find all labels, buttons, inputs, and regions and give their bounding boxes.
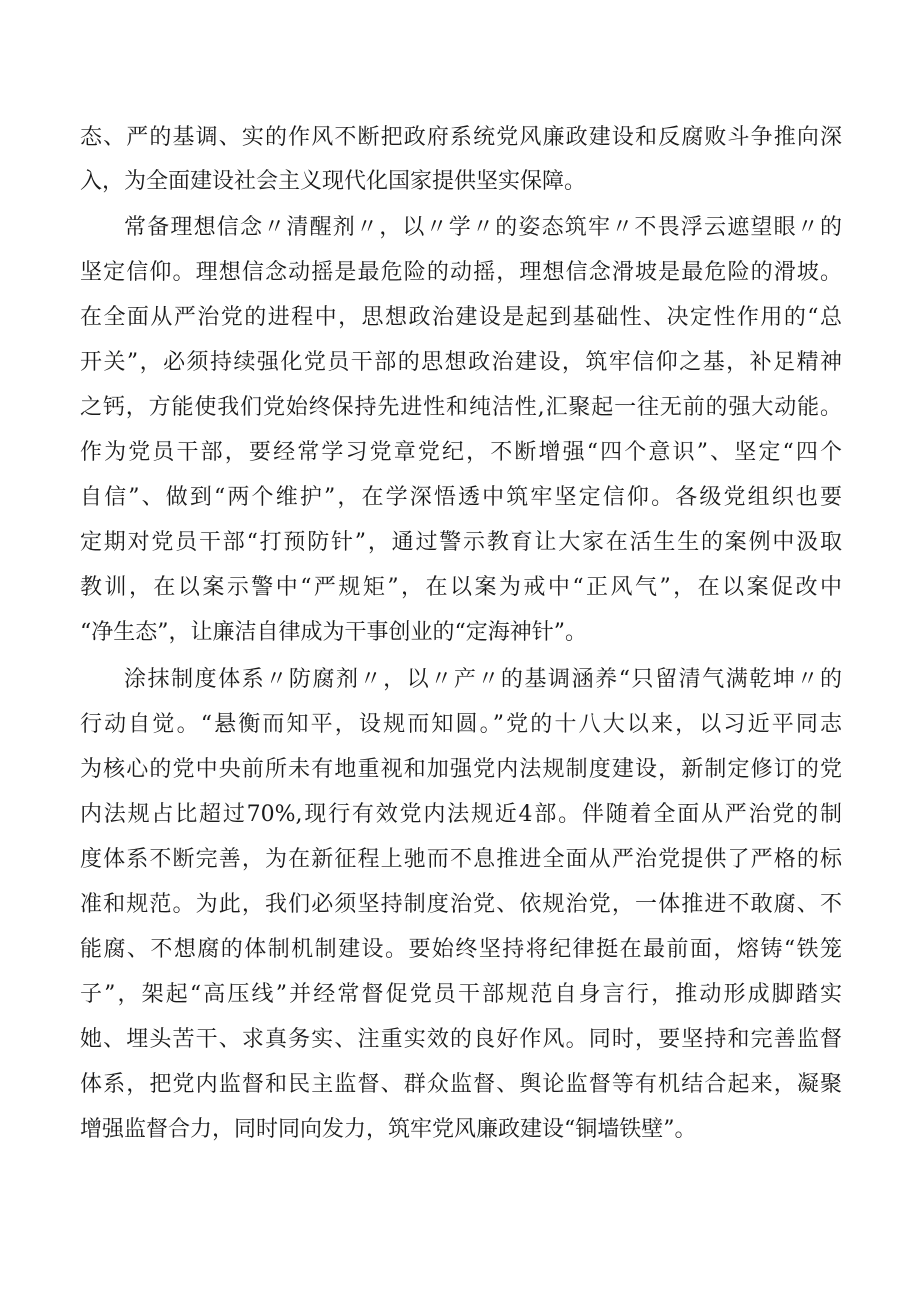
paragraph-3-line-11: 增强监督合力，同时同向发力，筑牢党风廉政建设“铜墙铁壁”。 — [80, 1117, 697, 1142]
paragraph-2-line-3: 在全面从严治党的进程中，思想政治建设是起到基础性、决定性作用的“总 — [80, 305, 842, 330]
paragraph-3-line-3: 为核心的党中央前所未有地重视和加强党内法规制度建设，新制定修订的党 — [80, 757, 842, 782]
paragraph-3-line-7: 能腐、不想腐的体制机制建设。要始终坚持将纪律挺在最前面，熔铸“铁笼 — [80, 937, 842, 962]
paragraph-2-line-1: 常备理想信念〃清醒剂〃，以〃学〃的姿态筑牢〃不畏浮云遮望眼〃的 — [124, 215, 842, 240]
paragraph-3-line-4: 内法规占比超过70%,现行有效党内法规近4部。伴随着全面从严治党的制 — [80, 802, 842, 827]
paragraph-3-line-6: 准和规范。为此，我们必须坚持制度治党、依规治党，一体推进不敢腐、不 — [80, 892, 842, 917]
paragraph-3-line-10: 体系，把党内监督和民主监督、群众监督、舆论监督等有机结合起来，凝聚 — [80, 1072, 842, 1097]
paragraph-3-line-8: 子”，架起“高压线”并经常督促党员干部规范自身言行，推动形成脚踏实 — [80, 982, 842, 1007]
paragraph-2-line-2: 坚定信仰。理想信念动摇是最危险的动摇，理想信念滑坡是最危险的滑坡。 — [80, 260, 842, 285]
paragraph-2-line-4: 开关”，必须持续强化党员干部的思想政治建设，筑牢信仰之基，补足精神 — [80, 350, 842, 375]
paragraph-3-line-5: 度体系不断完善，为在新征程上驰而不息推进全面从严治党提供了严格的标 — [80, 847, 842, 872]
paragraph-1-line-1: 态、严的基调、实的作风不断把政府系统党风廉政建设和反腐败斗争推向深 — [80, 125, 842, 150]
paragraph-3-line-9: 她、埋头苦干、求真务实、注重实效的良好作风。同时，要坚持和完善监督 — [80, 1027, 842, 1052]
paragraph-1-line-2: 入，为全面建设社会主义现代化国家提供坚实保障。 — [80, 169, 587, 194]
paragraph-2-line-6: 作为党员干部，要经常学习党章党纪，不断增强“四个意识”、坚定“四个 — [80, 440, 842, 465]
paragraph-2-line-7: 自信”、做到“两个维护”，在学深悟透中筑牢坚定信仰。各级党组织也要 — [80, 485, 842, 510]
paragraph-2-line-8: 定期对党员干部“打预防针”，通过警示教育让大家在活生生的案例中汲取 — [80, 530, 842, 555]
paragraph-2-line-5: 之钙，方能使我们党始终保持先进性和纯洁性,汇聚起一往无前的强大动能。 — [80, 395, 842, 420]
paragraph-2-line-10: “净生态”，让廉洁自律成为干事创业的“定海神针”。 — [80, 620, 587, 645]
paragraph-3-line-1: 涂抹制度体系〃防腐剂〃，以〃产〃的基调涵养“只留清气满乾坤〃的 — [124, 667, 842, 692]
paragraph-2-line-9: 教训，在以案示警中“严规矩”，在以案为戒中“正风气”，在以案促改中 — [80, 575, 842, 600]
paragraph-3-line-2: 行动自觉。“悬衡而知平，设规而知圆。”党的十八大以来，以习近平同志 — [80, 712, 842, 737]
